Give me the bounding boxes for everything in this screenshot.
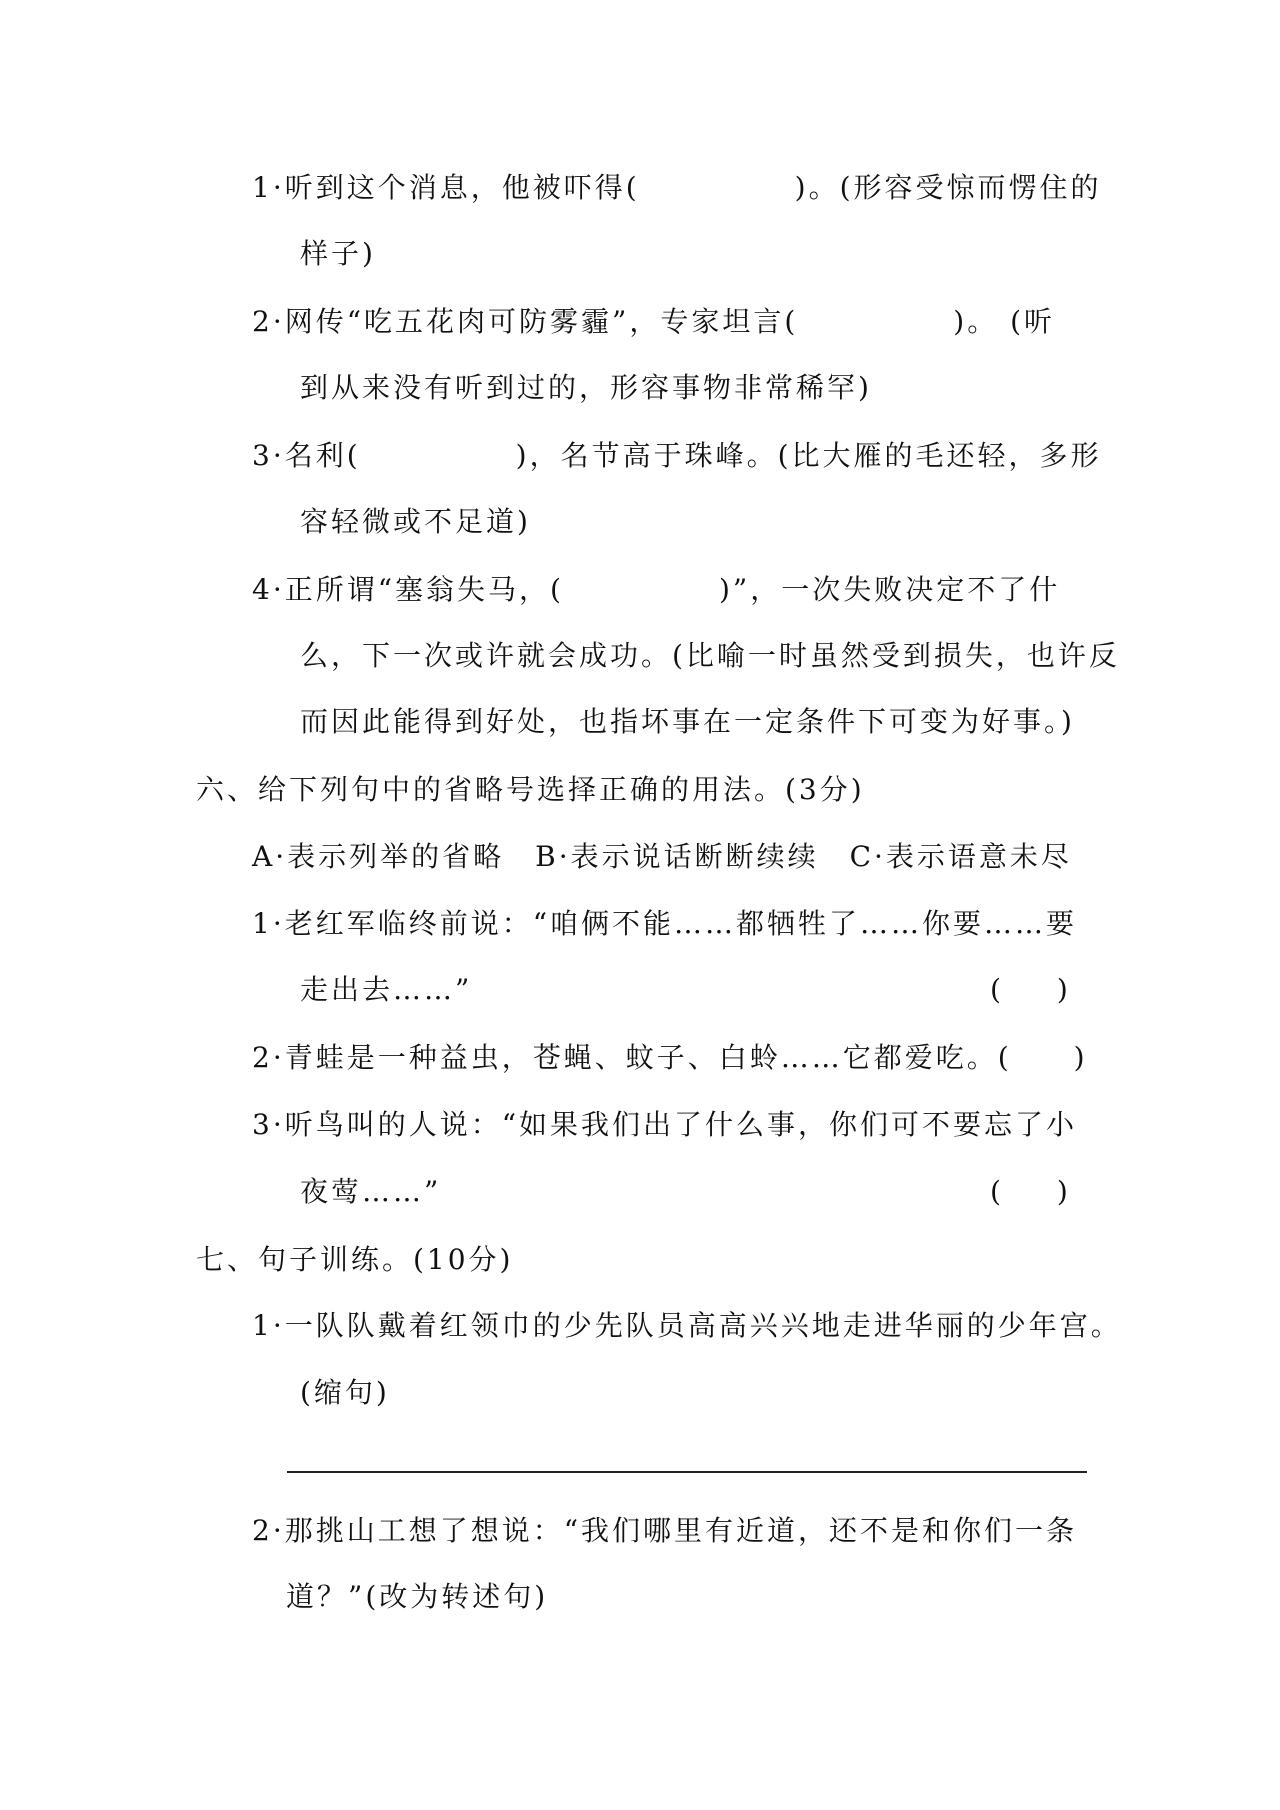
q7-item1-line1: 1·一队队戴着红领巾的少先队员高高兴兴地走进华丽的少年宫。 [252,1309,1122,1342]
q6-item1-answer-paren[interactable]: ( ) [990,973,1068,1006]
q6-item1-line2: 走出去……” [300,973,473,1006]
q5-item3-line1: 3·名利( )，名节高于珠峰。(比大雁的毛还轻，多形 [252,439,1102,472]
q7-item1-answer-line[interactable] [287,1471,1087,1473]
q5-item4-line3: 而因此能得到好处，也指坏事在一定条件下可变为好事。) [300,705,1075,738]
q6-item3-answer-paren[interactable]: ( ) [990,1175,1068,1208]
q5-item4-line2: 么，下一次或许就会成功。(比喻一时虽然受到损失，也许反 [300,639,1120,672]
q6-item2-line1: 2·青蛙是一种益虫，苍蝇、蚊子、白蛉……它都爱吃。( ) [252,1041,1088,1074]
q7-item2-line1: 2·那挑山工想了想说：“我们哪里有近道，还不是和你们一条 [252,1514,1078,1547]
q5-item3-line2: 容轻微或不足道) [300,505,531,538]
q6-item1-line1: 1·老红军临终前说：“咱俩不能……都牺牲了……你要……要 [252,907,1078,940]
q6-heading: 六、给下列句中的省略号选择正确的用法。(3分) [196,773,865,806]
q7-item2-line2: 道？”(改为转述句) [286,1580,549,1613]
q5-item2-line2: 到从来没有听到过的，形容事物非常稀罕) [300,371,872,404]
q5-item1-line1: 1·听到这个消息，他被吓得( )。(形容受惊而愣住的 [252,171,1102,204]
q5-item4-line1: 4·正所谓“塞翁失马，( )”，一次失败决定不了什 [252,573,1061,606]
q5-item2-line1: 2·网传“吃五花肉可防雾霾”，专家坦言( )。 (听 [252,305,1056,338]
q6-item3-line2: 夜莺……” [300,1175,442,1208]
q7-heading: 七、句子训练。(10分) [196,1243,514,1276]
q6-item3-line1: 3·听鸟叫的人说：“如果我们出了什么事，你们可不要忘了小 [252,1108,1078,1141]
q5-item1-line2: 样子) [300,237,376,270]
q6-options: A·表示列举的省略 B·表示说话断断续续 C·表示语意未尽 [252,840,1072,873]
q7-item1-line2: (缩句) [300,1376,390,1409]
